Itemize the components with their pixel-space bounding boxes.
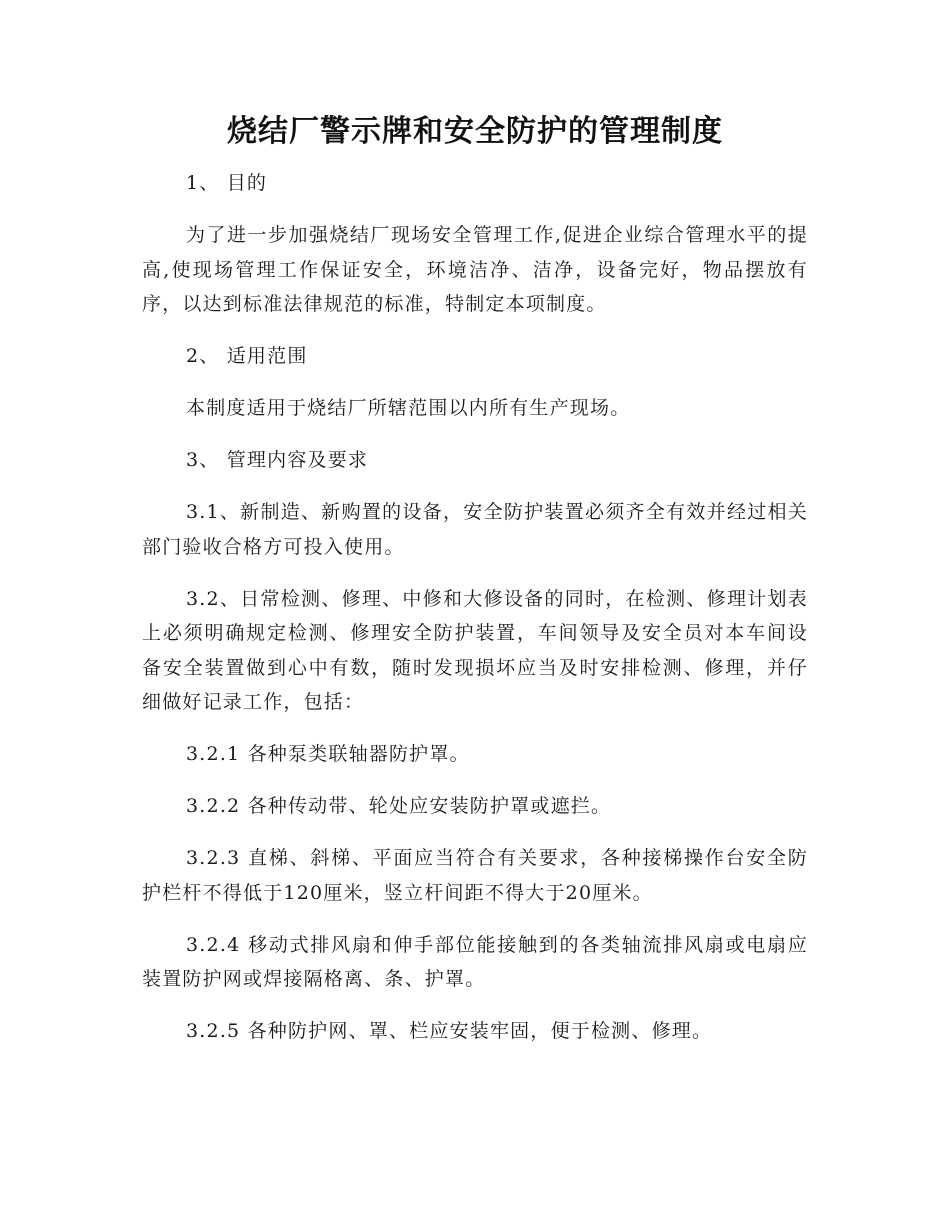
clause-3-2-3: 3.2.3 直梯、斜梯、平面应当符合有关要求，各种接梯操作台安全防护栏杆不得低于120厘米，竖立杆间距不得大于20厘米。 bbox=[142, 847, 808, 904]
clause-3-2-2: 3.2.2 各种传动带、轮处应安装防护罩或遮拦。 bbox=[186, 795, 612, 817]
document-body bbox=[142, 166, 808, 1066]
paragraph-scope: 本制度适用于烧结厂所辖范围以内所有生产现场。 bbox=[186, 397, 631, 419]
document-title: 烧结厂警示牌和安全防护的管理制度 bbox=[227, 114, 723, 149]
clause-3-1: 3.1、新制造、新购置的设备，安全防护装置必须齐全有效并经过相关部门验收合格方可投入使用。 bbox=[142, 501, 808, 558]
clause-3-2-5: 3.2.5 各种防护网、罩、栏应安装牢固，便于检测、修理。 bbox=[186, 1020, 713, 1042]
section-heading-scope: 2、 适用范围 bbox=[186, 345, 308, 367]
paragraph-purpose: 为了进一步加强烧结厂现场安全管理工作,促进企业综合管理水平的提高,使现场管理工作保证安全，环境洁净、洁净，设备完好，物品摆放有序，以达到标准法律规范的标准，特制定本项制度。 bbox=[142, 224, 808, 315]
section-heading-purpose: 1、 目的 bbox=[186, 172, 268, 194]
clause-3-2: 3.2、日常检测、修理、中修和大修设备的同时，在检测、修理计划表上必须明确规定检测、修理安全防护装置，车间领导及安全员对本车间设备安全装置做到心中有数，随时发现损坏应当及时安排检测、修理，并仔细做好记录工作，包括： bbox=[142, 587, 808, 713]
section-heading-content: 3、 管理内容及要求 bbox=[186, 449, 369, 471]
clause-3-2-1: 3.2.1 各种泵类联轴器防护罩。 bbox=[186, 743, 470, 765]
clause-3-2-4: 3.2.4 移动式排风扇和伸手部位能接触到的各类轴流排风扇或电扇应装置防护网或焊接隔格离、条、护罩。 bbox=[142, 933, 808, 990]
